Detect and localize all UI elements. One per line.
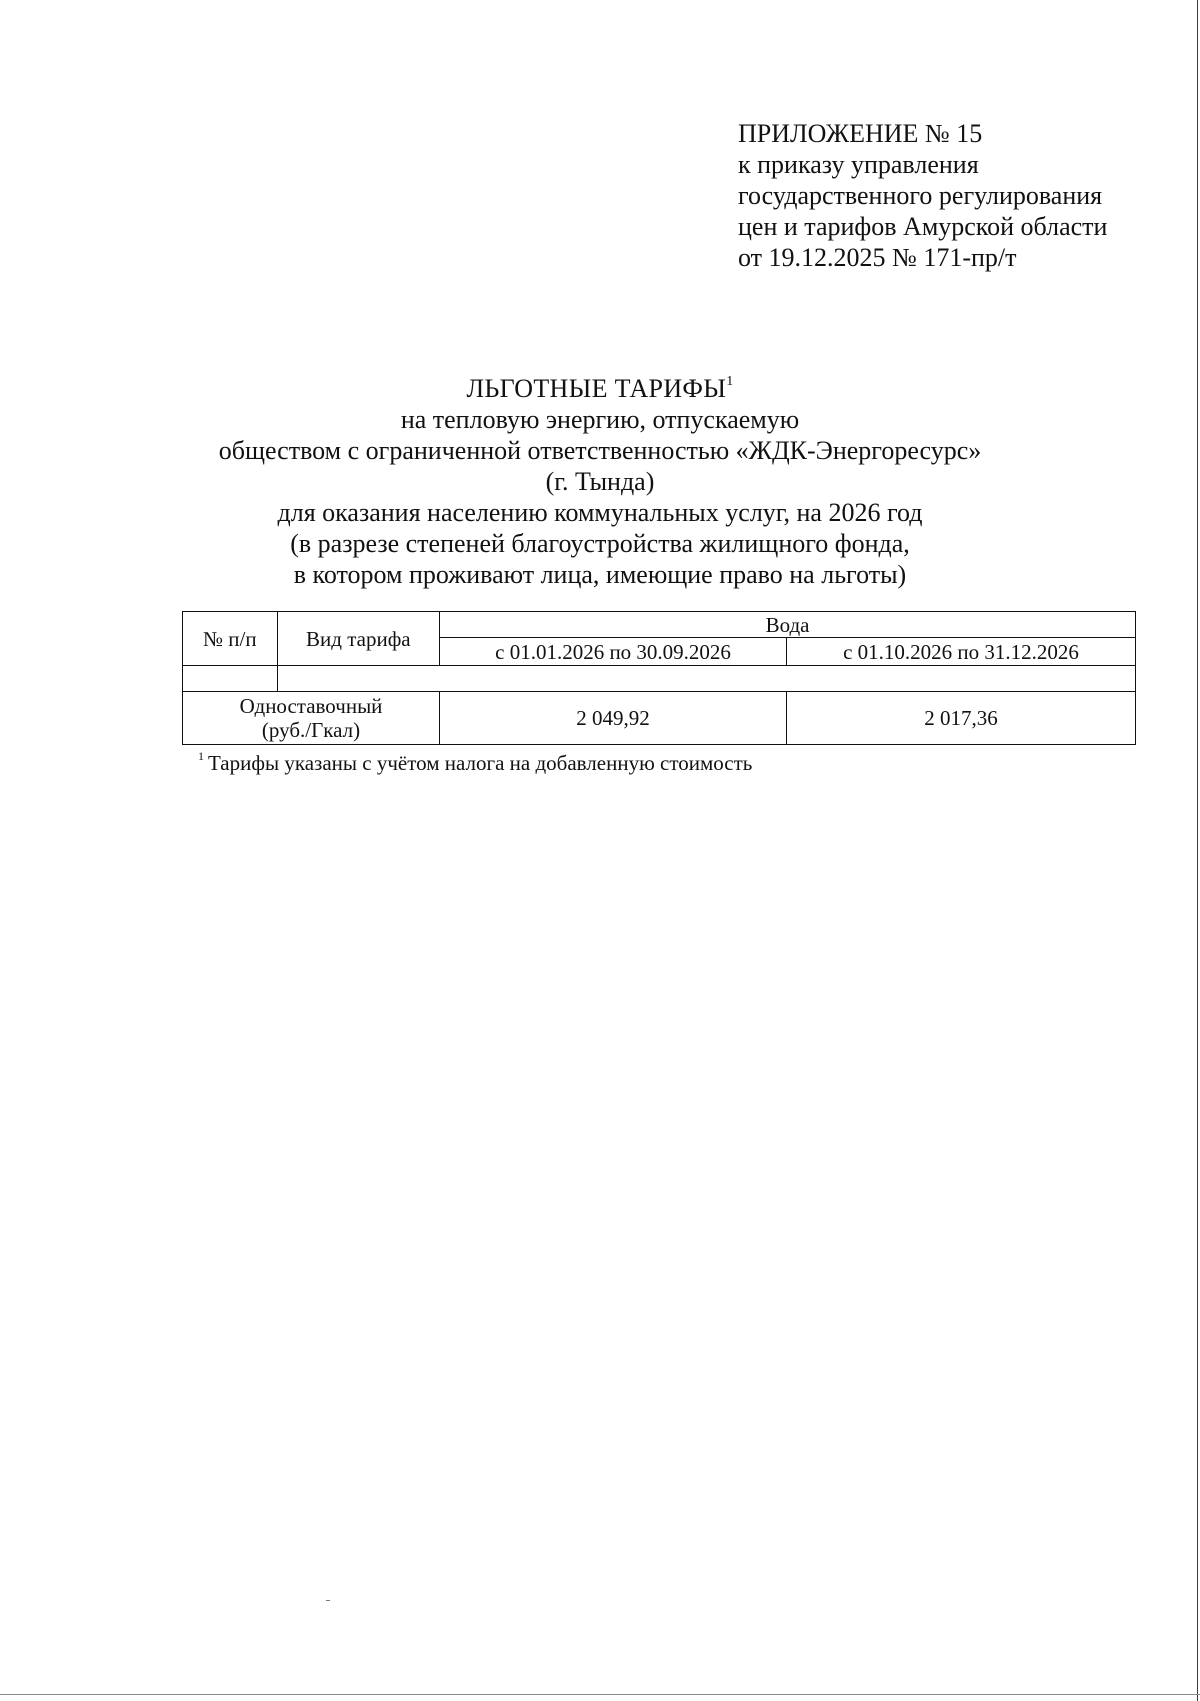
title-line: (в разрезе степеней благоустройства жилищного фонда, xyxy=(290,529,910,558)
tariff-type-name: Одноставочный xyxy=(239,694,383,718)
title-line: на тепловую энергию, отпускаемую xyxy=(400,405,800,434)
blank-cell xyxy=(183,666,278,692)
table-blank-row xyxy=(183,666,1136,692)
title-footnote-mark: 1 xyxy=(726,374,734,389)
header-tariff-type: Вид тарифа xyxy=(277,612,439,666)
title-main-text: ЛЬГОТНЫЕ ТАРИФЫ xyxy=(466,374,727,403)
title-line: для оказания населению коммунальных услуг, на 2026 год xyxy=(277,498,923,527)
title-main xyxy=(0,366,1200,404)
tariff-value-period-2: 2 017,36 xyxy=(787,692,1136,745)
title-line: в котором проживают лица, имеющие право на льготы) xyxy=(293,560,907,589)
scan-edge-right xyxy=(1197,0,1198,1701)
appendix-number: ПРИЛОЖЕНИЕ № 15 xyxy=(738,119,983,148)
header-period-2: с 01.10.2026 по 31.12.2026 xyxy=(787,638,1136,666)
footnote-text: Тарифы указаны с учётом налога на добавленную стоимость xyxy=(208,751,753,775)
footnote-mark: 1 xyxy=(198,749,204,763)
tariff-value-period-1: 2 049,92 xyxy=(440,692,787,745)
header-period-1: с 01.01.2026 по 30.09.2026 xyxy=(440,638,787,666)
tariff-type-cell xyxy=(183,692,440,745)
title-line: (г. Тында) xyxy=(545,467,655,496)
document-title xyxy=(0,366,1200,590)
header-water: Вода xyxy=(440,612,1136,638)
appendix-order-ref: от 19.12.2025 № 171-пр/т xyxy=(738,243,1017,272)
appendix-line: к приказу управления xyxy=(738,150,979,179)
scan-edge-bottom xyxy=(0,1694,1200,1695)
scan-speck xyxy=(326,1600,330,1601)
header-num: № п/п xyxy=(183,612,278,666)
appendix-line: цен и тарифов Амурской области xyxy=(738,212,1108,241)
appendix-line: государственного регулирования xyxy=(738,181,1103,210)
tariff-type-unit: (руб./Гкал) xyxy=(261,718,361,742)
table-header-row xyxy=(183,612,1136,638)
tariff-table xyxy=(182,611,1136,745)
blank-cell xyxy=(277,666,1135,692)
table-row xyxy=(183,692,1136,745)
title-line: обществом с ограниченной ответственностью «ЖДК-Энергоресурс» xyxy=(218,436,982,465)
footnote xyxy=(198,749,752,776)
appendix-header xyxy=(738,118,1107,273)
